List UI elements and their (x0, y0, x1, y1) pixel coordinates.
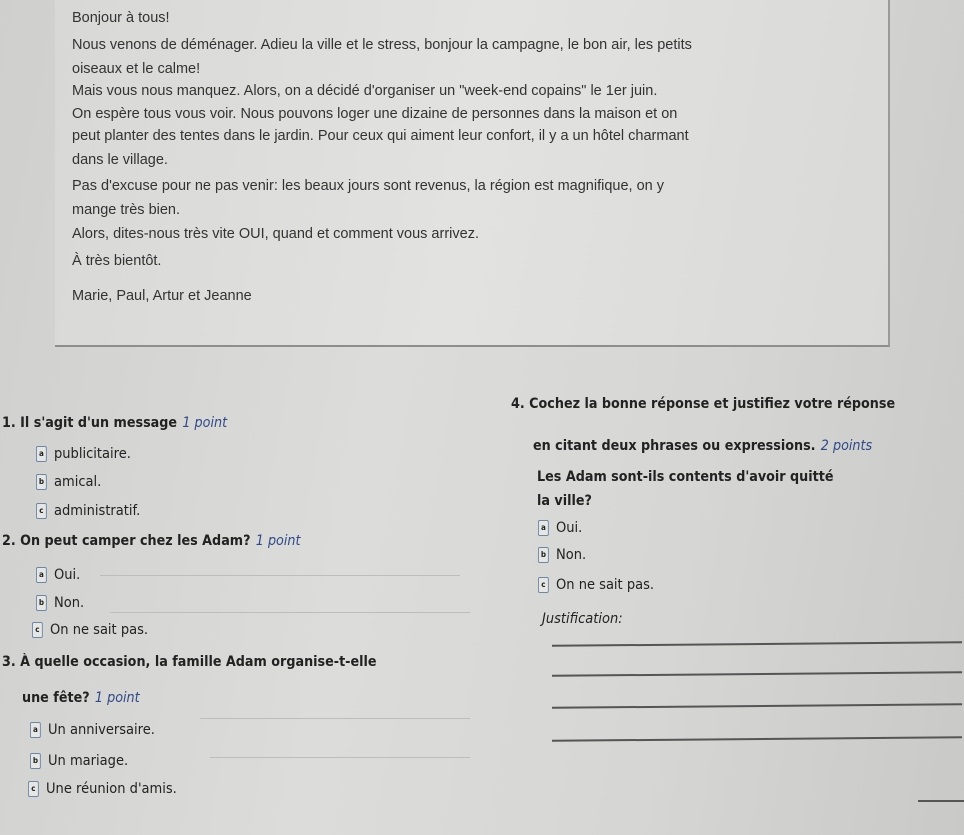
letter-line: oiseaux et le calme! (72, 61, 201, 77)
checkbox[interactable]: b (538, 547, 549, 563)
question-3-option-c[interactable]: c Une réunion d'amis. (28, 781, 177, 797)
question-2-title: 2. On peut camper chez les Adam? 1 point (2, 533, 301, 549)
question-1-option-b[interactable]: b amical. (36, 474, 101, 490)
question-2-points: 1 point (255, 533, 301, 549)
answer-line[interactable] (552, 671, 962, 676)
letter-line: Pas d'excuse pour ne pas venir: les beaux jours sont revenus, la région est magnifique, on y (72, 178, 664, 194)
letter-line: Mais vous nous manquez. Alors, on a décidé d'organiser un "week-end copains" le 1er juin. (72, 83, 658, 99)
question-1-option-a[interactable]: a publicitaire. (36, 446, 131, 462)
letter-line: mange très bien. (72, 202, 181, 218)
question-2-option-a[interactable]: a Oui. (36, 567, 80, 583)
question-4-option-c[interactable]: c On ne sait pas. (538, 577, 654, 593)
faint-line (210, 757, 470, 758)
corner-mark (918, 800, 964, 802)
letter-line: dans le village. (72, 152, 168, 168)
question-4-title-cont: en citant deux phrases ou expressions. 2 points (533, 438, 873, 454)
checkbox[interactable]: b (30, 753, 41, 769)
question-1-title: 1. Il s'agit d'un message 1 point (2, 415, 228, 431)
letter-line: Nous venons de déménager. Adieu la ville et le stress, bonjour la campagne, le bon air, les petits (72, 37, 692, 53)
checkbox[interactable]: a (36, 567, 47, 583)
question-3-title: 3. À quelle occasion, la famille Adam organise-t-elle (2, 654, 377, 670)
checkbox[interactable]: a (30, 722, 41, 738)
letter-line: Alors, dites-nous très vite OUI, quand et comment vous arrivez. (72, 226, 479, 242)
justification-label: Justification: (542, 611, 623, 627)
question-3-points: 1 point (94, 690, 140, 706)
checkbox[interactable]: c (538, 577, 549, 593)
faint-line (110, 612, 470, 613)
question-1-option-c[interactable]: c administratif. (36, 503, 140, 519)
question-3-option-b[interactable]: b Un mariage. (30, 753, 128, 769)
letter-line: À très bientôt. (72, 253, 162, 269)
checkbox[interactable]: b (36, 595, 47, 611)
answer-line[interactable] (552, 641, 962, 646)
checkbox[interactable]: c (28, 781, 39, 797)
question-4-subquestion-cont: la ville? (537, 493, 592, 509)
question-4-title: 4. Cochez la bonne réponse et justifiez votre réponse (511, 396, 896, 412)
question-2-option-c[interactable]: c On ne sait pas. (32, 622, 148, 638)
question-3-title-cont: une fête? 1 point (22, 690, 140, 706)
answer-line[interactable] (552, 736, 962, 741)
question-4-subquestion: Les Adam sont-ils contents d'avoir quitté (537, 469, 834, 485)
question-2-option-b[interactable]: b Non. (36, 595, 84, 611)
question-4-points: 2 points (820, 438, 873, 454)
letter-line: Bonjour à tous! (72, 10, 170, 26)
checkbox[interactable]: b (36, 474, 47, 490)
faint-line (200, 718, 470, 719)
checkbox[interactable]: a (36, 446, 47, 462)
question-3-option-a[interactable]: a Un anniversaire. (30, 722, 155, 738)
letter-line: peut planter des tentes dans le jardin. Pour ceux qui aiment leur confort, il y a un hôtel charmant (72, 128, 689, 144)
question-4-option-a[interactable]: a Oui. (538, 520, 582, 536)
faint-line (100, 575, 460, 576)
checkbox[interactable]: c (32, 622, 43, 638)
letter-line: Marie, Paul, Artur et Jeanne (72, 288, 252, 304)
question-1-points: 1 point (182, 415, 228, 431)
checkbox[interactable]: a (538, 520, 549, 536)
answer-line[interactable] (552, 703, 962, 708)
letter-line: On espère tous vous voir. Nous pouvons loger une dizaine de personnes dans la maison et on (72, 106, 678, 122)
question-4-option-b[interactable]: b Non. (538, 547, 586, 563)
checkbox[interactable]: c (36, 503, 47, 519)
